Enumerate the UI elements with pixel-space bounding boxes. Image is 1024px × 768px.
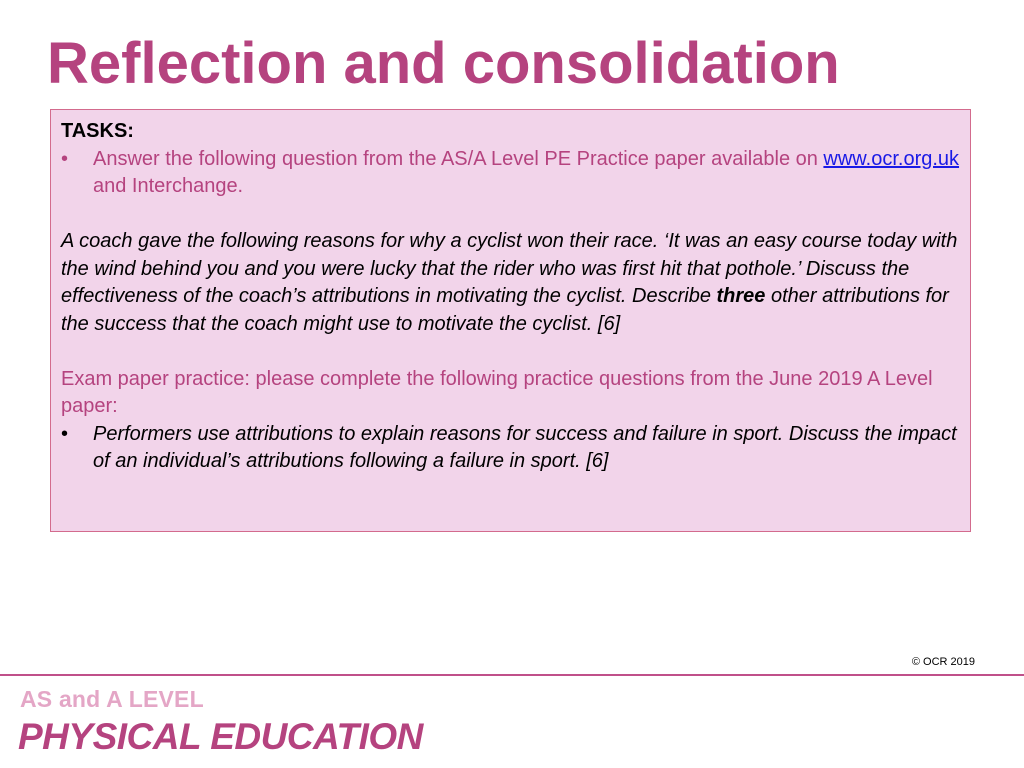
coach-question <box>61 228 960 338</box>
task-instruction-text: Answer the following question from the AS/A Level PE Practice paper available on <box>93 147 824 170</box>
coach-question-emphasis: three <box>716 285 766 307</box>
bullet-icon: • <box>61 422 69 445</box>
bullet-icon: • <box>61 147 69 170</box>
task-instruction <box>93 146 960 201</box>
coach-question-text-end: other attributions for the success that the coach might use to motivate the cyclist. [6] <box>61 285 949 335</box>
task-bullet-item <box>61 146 960 201</box>
coach-question-text: A coach gave the following reasons for why a cyclist won their race. ‘It was an easy course today with the wind behind you and you were lucky that the rider who was first hit that pothole.’ Discuss the effectiveness of the coach’s attributions in motivating the cyclist. Describe <box>61 230 958 307</box>
tasks-box <box>50 109 971 532</box>
brand-level: AS and A LEVEL <box>20 686 204 712</box>
ocr-website-link[interactable]: www.ocr.org.uk <box>823 147 960 170</box>
exam-practice-intro: Exam paper practice: please complete the following practice questions from the June 2019 A Level paper: <box>61 367 933 417</box>
exam-question-text: Performers use attributions to explain reasons for success and failure in sport. Discuss the impact of an individual’s attributions following a failure in sport. [6] <box>93 422 957 472</box>
copyright-notice: © OCR 2019 <box>911 656 975 668</box>
exam-question-item <box>61 421 960 476</box>
brand-subject: PHYSICAL EDUCATION <box>18 716 423 757</box>
task-instruction-suffix: and Interchange. <box>93 175 244 197</box>
footer-divider <box>0 674 1024 676</box>
tasks-heading: TASKS: <box>61 120 134 142</box>
page-title: Reflection and consolidation <box>47 31 840 96</box>
